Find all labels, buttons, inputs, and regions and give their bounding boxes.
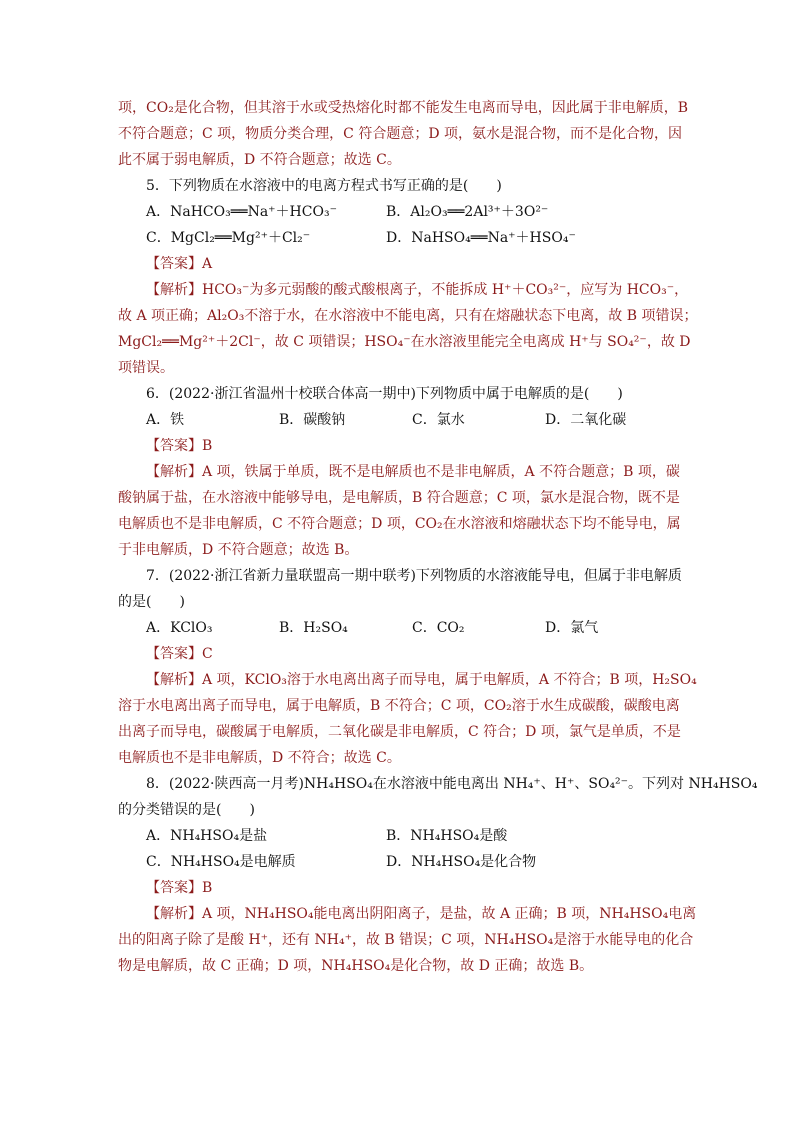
explanation-line: 酸钠属于盐，在水溶液中能够导电，是电解质，B 符合题意；C 项，氯水是混合物，既不是: [118, 490, 680, 506]
option-a: A．NH₄HSO₄是盐: [146, 828, 268, 844]
explanation-line: 电解质也不是非电解质，D 不符合；故选 C。: [118, 750, 401, 766]
explanation-line: 项错误。: [118, 360, 174, 376]
question-stem: 6．(2022·浙江省温州十校联合体高一期中)下列物质中属于电解质的是( ): [146, 386, 623, 402]
options-row: [118, 225, 678, 251]
explanation-line: 故 A 项正确；Al₂O₃不溶于水，在水溶液中不能电离，只有在熔融状态下电离，故 B 项错误；: [118, 308, 698, 324]
options-row: [118, 823, 678, 849]
option-a: A．铁: [146, 412, 185, 428]
answer-line: 【答案】C: [146, 646, 213, 662]
option-d: D．二氧化碳: [545, 412, 627, 428]
explanation-line: 出离子而导电，碳酸属于电解质，二氧化碳是非电解质，C 符合；D 项，氯气是单质，不是: [118, 724, 681, 740]
answer-line: 【答案】B: [146, 880, 213, 896]
option-d: D．氯气: [545, 620, 599, 636]
question-8: [118, 771, 758, 979]
option-c: C．MgCl₂══Mg²⁺＋Cl₂⁻: [146, 230, 311, 246]
option-b: B．Al₂O₃══2Al³⁺＋3O²⁻: [386, 204, 549, 220]
question-stem: 的是( ): [118, 594, 185, 610]
options-row: [118, 849, 678, 875]
explanation-line: 【解析】A 项，NH₄HSO₄能电离出阴阳离子，是盐，故 A 正确；B 项，NH₄HSO₄电离: [146, 906, 697, 922]
option-d: D．NH₄HSO₄是化合物: [386, 854, 537, 870]
question-stem: 8．(2022·陕西高一月考)NH₄HSO₄在水溶液中能电离出 NH₄⁺、H⁺、SO₄²⁻。下列对 NH₄HSO₄: [146, 776, 758, 792]
question-stem: 5．下列物质在水溶液中的电离方程式书写正确的是( ): [146, 178, 502, 194]
explanation-line: 【解析】A 项，铁属于单质，既不是电解质也不是非电解质，A 不符合题意；B 项，碳: [146, 464, 680, 480]
text-line: 项，CO₂是化合物，但其溶于水或受热熔化时都不能发生电离而导电，因此属于非电解质，B: [118, 100, 689, 116]
question-6: [118, 381, 681, 563]
text-line: 此不属于弱电解质，D 不符合题意；故选 C。: [118, 152, 401, 168]
option-b: B．H₂SO₄: [279, 620, 348, 636]
option-b: B．NH₄HSO₄是酸: [386, 828, 508, 844]
option-a: A．KClO₃: [146, 620, 213, 636]
explanation-line: 于非电解质，D 不符合题意；故选 B。: [118, 542, 359, 558]
question-7: [118, 563, 697, 771]
options-row: [118, 407, 678, 433]
explanation-line: 【解析】A 项，KClO₃溶于水电离出离子而导电，属于电解质，A 不符合；B 项，H₂SO₄: [146, 672, 697, 688]
option-b: B．碳酸钠: [279, 412, 346, 428]
explanation-line: 【解析】HCO₃⁻为多元弱酸的酸式酸根离子，不能拆成 H⁺＋CO₃²⁻，应写为 HCO₃⁻，: [146, 282, 689, 298]
explanation-line: 溶于水电离出离子而导电，属于电解质，B 不符合；C 项，CO₂溶于水生成碳酸，碳酸电离: [118, 698, 680, 714]
text-line: 不符合题意；C 项，物质分类合理，C 符合题意；D 项，氨水是混合物，而不是化合物，因: [118, 126, 682, 142]
answer-line: 【答案】A: [146, 256, 213, 272]
answer-line: 【答案】B: [146, 438, 213, 454]
question-5: [118, 173, 698, 381]
option-c: C．CO₂: [412, 620, 465, 636]
explanation-line: 物是电解质，故 C 正确；D 项，NH₄HSO₄是化合物，故 D 正确；故选 B。: [118, 958, 594, 974]
option-a: A．NaHCO₃══Na⁺＋HCO₃⁻: [146, 204, 337, 220]
explanation-line: 出的阳离子除了是酸 H⁺，还有 NH₄⁺，故 B 错误；C 项，NH₄HSO₄是溶于水能导电的化合: [118, 932, 694, 948]
explanation-line: 电解质也不是非电解质，C 不符合题意；D 项，CO₂在水溶液和熔融状态下均不能导电，属: [118, 516, 681, 532]
question-stem: 的分类错误的是( ): [118, 802, 255, 818]
options-row: [118, 199, 678, 225]
document-page: [118, 95, 758, 979]
option-c: C．NH₄HSO₄是电解质: [146, 854, 296, 870]
options-row: [118, 615, 678, 641]
question-stem: 7．(2022·浙江省新力量联盟高一期中联考)下列物质的水溶液能导电，但属于非电解质: [146, 568, 682, 584]
option-d: D．NaHSO₄══Na⁺＋HSO₄⁻: [386, 230, 576, 246]
option-c: C．氯水: [412, 412, 465, 428]
explanation-line: MgCl₂══Mg²⁺＋2Cl⁻，故 C 项错误；HSO₄⁻在水溶液里能完全电离成 H⁺与 SO₄²⁻，故 D: [118, 334, 691, 350]
continued-explanation: [118, 95, 689, 173]
